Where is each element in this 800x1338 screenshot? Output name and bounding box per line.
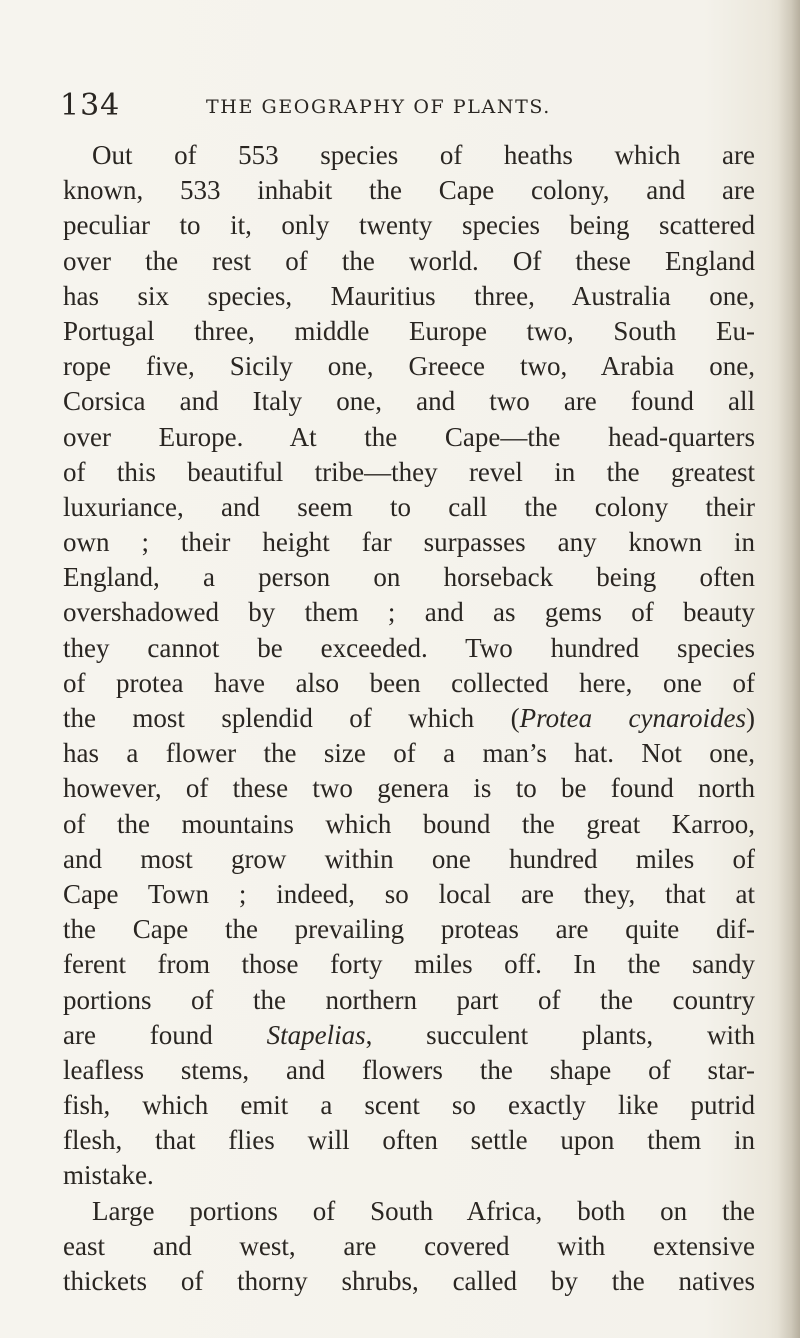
italic-species-name: Protea cynaroides bbox=[519, 703, 746, 733]
paragraph-2 bbox=[63, 1194, 755, 1300]
text-line: flesh, that flies will often settle upon them in bbox=[63, 1125, 755, 1156]
text-line: peculiar to it, only twenty species being scattered bbox=[63, 210, 755, 241]
text-line: overshadowed by them ; and as gems of beauty bbox=[63, 597, 755, 628]
text-line: Large portions of South Africa, both on the bbox=[92, 1195, 755, 1226]
text-line: leafless stems, and flowers the shape of star- bbox=[63, 1054, 755, 1085]
page-header bbox=[60, 88, 740, 124]
paragraph-1 bbox=[63, 138, 755, 1194]
text-line: are found Stapelias, succulent plants, with bbox=[63, 1019, 755, 1050]
text-line: the Cape the prevailing proteas are quite dif- bbox=[63, 914, 755, 945]
text-line: however, of these two genera is to be found north bbox=[63, 773, 755, 804]
text-line: rope five, Sicily one, Greece two, Arabia one, bbox=[63, 351, 755, 382]
text-line: has a flower the size of a man’s hat. Not one, bbox=[63, 738, 755, 769]
text-line: luxuriance, and seem to call the colony their bbox=[63, 491, 755, 522]
text-line: the most splendid of which (Protea cynaroides) bbox=[63, 703, 755, 733]
page-edge-shadow bbox=[778, 0, 800, 1338]
text-line: Out of 553 species of heaths which are bbox=[92, 140, 755, 170]
body-text bbox=[63, 138, 755, 1299]
text-line: portions of the northern part of the country bbox=[63, 984, 755, 1015]
text-line: fish, which emit a scent so exactly like putrid bbox=[63, 1090, 755, 1121]
page-number: 134 bbox=[60, 88, 121, 123]
text-line: and most grow within one hundred miles of bbox=[63, 843, 755, 874]
text-line: Portugal three, middle Europe two, South Eu- bbox=[63, 315, 755, 346]
text-line: thickets of thorny shrubs, called by the natives bbox=[63, 1266, 755, 1296]
text-line: England, a person on horseback being often bbox=[63, 562, 755, 593]
text-line: of this beautiful tribe—they revel in the greatest bbox=[63, 456, 755, 487]
text-line: Cape Town ; indeed, so local are they, that at bbox=[63, 878, 755, 909]
text-line: east and west, are covered with extensive bbox=[63, 1230, 755, 1261]
italic-plant-name: Stapelias bbox=[266, 1019, 366, 1050]
text-line: ferent from those forty miles off. In the sandy bbox=[63, 949, 755, 980]
text-line: over the rest of the world. Of these England bbox=[63, 245, 755, 276]
text-line: over Europe. At the Cape—the head-quarters bbox=[63, 421, 755, 452]
running-title: THE GEOGRAPHY OF PLANTS. bbox=[206, 96, 551, 118]
text-line: they cannot be exceeded. Two hundred species bbox=[63, 632, 755, 663]
text-line: known, 533 inhabit the Cape colony, and are bbox=[63, 175, 755, 206]
text-line: of the mountains which bound the great Karroo, bbox=[63, 808, 755, 839]
text-line: Corsica and Italy one, and two are found all bbox=[63, 386, 755, 417]
text-line: of protea have also been collected here, one of bbox=[63, 667, 755, 698]
text-line: has six species, Mauritius three, Australia one, bbox=[63, 280, 755, 311]
text-line: mistake. bbox=[63, 1160, 154, 1191]
text-line: own ; their height far surpasses any known in bbox=[63, 527, 755, 558]
